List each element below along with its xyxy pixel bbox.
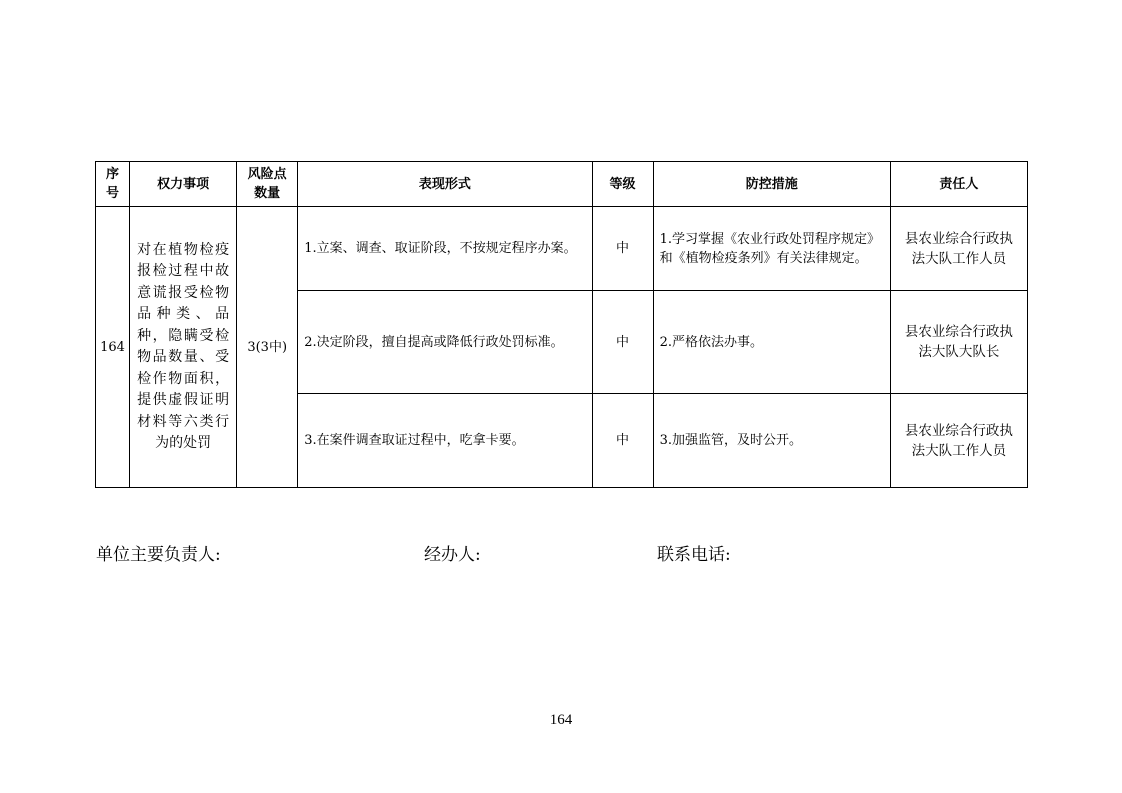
header-measures: 防控措施 — [653, 162, 890, 207]
page-number: 164 — [549, 712, 573, 728]
header-seq-label: 序号 — [106, 167, 120, 201]
level-cell: 中 — [592, 207, 653, 291]
header-risk-count — [237, 162, 298, 207]
table-header-row — [96, 162, 1028, 207]
measure-text: 2.严格依法办事。 — [659, 334, 763, 350]
person-text: 县农业综合行政执法大队大队长 — [904, 324, 1013, 360]
measure-cell — [653, 291, 890, 394]
risk-control-table — [95, 161, 1028, 488]
level-cell: 中 — [592, 291, 653, 394]
measure-cell — [653, 207, 890, 291]
phone-label: 联系电话: — [657, 545, 731, 565]
measure-text: 3.加强监管，及时公开。 — [659, 433, 802, 448]
power-item-cell — [130, 207, 237, 488]
unit-head-signature-label: 单位主要负责人: — [96, 545, 221, 565]
handler-signature-label: 经办人: — [424, 545, 481, 565]
person-cell — [890, 291, 1027, 394]
form-cell: 1.立案、调查、取证阶段，不按规定程序办案。 — [298, 207, 592, 291]
form-cell: 2.决定阶段，擅自提高或降低行政处罚标准。 — [298, 291, 592, 394]
person-cell — [890, 394, 1027, 488]
power-item-text: 对在植物检疫报检过程中故意谎报受检物品种类、品种，隐瞒受检物品数量、受检作物面积，提供虚假证明材料等六类行为的处罚 — [137, 241, 230, 451]
risk-count-cell: 3(3中) — [237, 207, 298, 488]
form-cell: 3.在案件调查取证过程中，吃拿卡要。 — [298, 394, 592, 488]
measure-cell — [653, 394, 890, 488]
header-seq — [96, 162, 130, 207]
person-text: 县农业综合行政执法大队工作人员 — [904, 230, 1013, 267]
person-cell — [890, 207, 1027, 291]
header-person: 责任人 — [890, 162, 1027, 207]
header-power: 权力事项 — [130, 162, 237, 207]
header-level: 等级 — [592, 162, 653, 207]
header-form: 表现形式 — [298, 162, 592, 207]
seq-cell: 164 — [96, 207, 130, 488]
measure-text: 1.学习掌握《农业行政处罚程序规定》和《植物检疫条列》有关法律规定。 — [659, 231, 880, 266]
table-row — [96, 207, 1028, 291]
header-risk-count-label: 风险点数量 — [247, 167, 287, 201]
person-text: 县农业综合行政执法大队工作人员 — [904, 422, 1013, 459]
level-cell: 中 — [592, 394, 653, 488]
